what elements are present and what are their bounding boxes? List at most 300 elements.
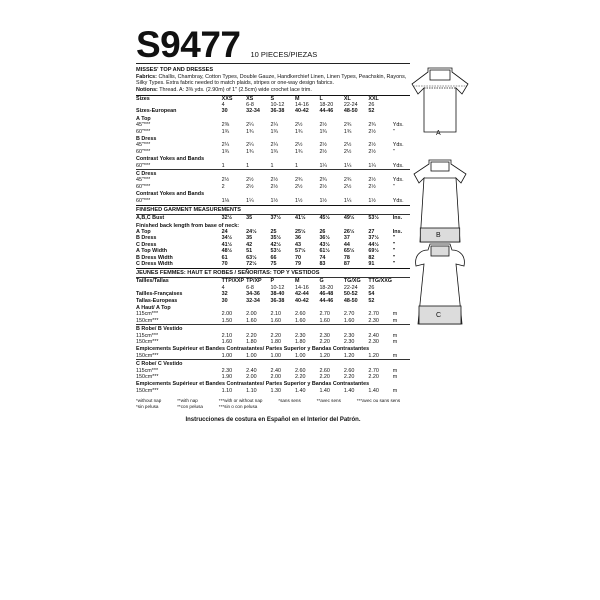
- table-cell: 2½: [294, 183, 303, 190]
- table-cell: 2½: [368, 142, 376, 149]
- table-cell: 38-40: [270, 291, 285, 298]
- row-label: 150cm***: [136, 352, 159, 359]
- table-row: [136, 388, 410, 394]
- table-cell: 1¾: [246, 148, 254, 155]
- table-cell: 37½: [270, 215, 282, 222]
- table-cell: 1.00: [294, 352, 306, 359]
- table-cell: 2¾: [319, 177, 327, 184]
- table-row: [136, 222, 410, 229]
- table-cell: 2.10: [270, 311, 282, 318]
- table-cell: 1.00: [246, 352, 257, 359]
- table-cell: 1⅛: [221, 197, 230, 204]
- table-cell: 10-12: [270, 284, 285, 291]
- row-label: C Dress Width: [136, 260, 173, 267]
- table-row: [136, 380, 410, 387]
- table-cell: 2.70: [368, 367, 379, 374]
- table-cell: 1¾: [294, 128, 303, 135]
- table-cell: 2.20: [319, 339, 330, 346]
- table-row: [136, 155, 410, 162]
- row-label: 150cm***: [136, 317, 159, 324]
- table-cell: 2: [221, 183, 225, 190]
- unit-cell: Ins.: [392, 228, 403, 235]
- unit-cell: Yds.: [392, 142, 404, 149]
- table-cell: 2½: [246, 177, 254, 184]
- table-cell: 2¼: [246, 142, 254, 149]
- table-cell: 75: [270, 260, 277, 267]
- table-row: [136, 198, 410, 204]
- table-cell: 25: [270, 228, 277, 235]
- table-cell: 1¼: [343, 197, 352, 204]
- table-cell: 2.30: [221, 367, 233, 374]
- pattern-number: S9477: [136, 24, 241, 65]
- finished-measurements-table: [136, 215, 410, 267]
- figure-label-a: A: [436, 130, 441, 137]
- table-cell: 32½: [221, 215, 233, 222]
- garment-illustrations: [400, 60, 480, 330]
- table-cell: M: [294, 278, 300, 285]
- table-cell: 2.10: [221, 332, 233, 339]
- table-row: [136, 95, 410, 102]
- table-cell: 10-12: [270, 102, 285, 109]
- table-cell: 6-8: [246, 102, 254, 109]
- row-label: 45"***: [136, 142, 151, 149]
- table-cell: 2¾: [343, 177, 352, 184]
- table-cell: TG/XG: [343, 278, 361, 285]
- row-label: 150cm***: [136, 387, 159, 394]
- table-cell: 18-20: [319, 284, 334, 291]
- footnote: *sin pelusa: [136, 403, 159, 409]
- table-cell: 26½: [343, 228, 355, 235]
- table-row: [136, 345, 410, 352]
- spanish-instructions-note: Instrucciones de costura en Español en el Interior del Patrón.: [185, 417, 361, 424]
- table-cell: 1: [221, 162, 225, 169]
- notions-label: Notions:: [136, 87, 158, 94]
- table-cell: 1¼: [246, 197, 254, 204]
- table-cell: 1.80: [246, 339, 257, 346]
- pattern-envelope-back: [136, 24, 410, 424]
- unit-cell: Yds.: [392, 122, 404, 129]
- table-cell: 34½: [221, 235, 233, 242]
- unit-cell: m: [392, 339, 398, 346]
- table-cell: 2.20: [270, 332, 282, 339]
- table-cell: L: [319, 95, 343, 102]
- table-cell: S: [271, 95, 295, 102]
- table-cell: 2.20: [368, 374, 379, 381]
- table-cell: 44-46: [319, 297, 334, 304]
- row-label: 150cm***: [136, 339, 159, 346]
- table-cell: 2.00: [246, 374, 257, 381]
- table-cell: 4: [221, 284, 225, 291]
- table-cell: 1¾: [294, 148, 303, 155]
- unit-cell: Yds.: [392, 197, 404, 204]
- table-cell: 1.20: [343, 352, 355, 359]
- table-cell: 2.30: [368, 317, 379, 324]
- table-cell: 18-20: [319, 102, 334, 109]
- section-label: Contrast Yokes and Bands: [136, 156, 205, 163]
- table-cell: 1.30: [270, 387, 282, 394]
- table-cell: 63½: [246, 254, 257, 261]
- table-cell: 2¼: [270, 142, 279, 149]
- footnote: **with nap: [177, 398, 198, 404]
- table-cell: 91: [368, 260, 375, 267]
- table-cell: 2½: [294, 122, 303, 129]
- table-cell: 57½: [294, 248, 306, 255]
- section-label: Contrast Yokes and Bands: [136, 191, 205, 198]
- table-cell: 42-44: [294, 291, 309, 298]
- table-cell: 74: [319, 254, 326, 261]
- section-label: B Robe/ B Vestido: [136, 325, 410, 333]
- table-cell: 48½: [221, 248, 233, 255]
- table-cell: 2.20: [319, 374, 330, 381]
- title-english: MISSES' TOP AND DRESSES: [136, 67, 214, 73]
- metric-yardage-table: [136, 278, 410, 394]
- table-cell: 1.40: [368, 387, 379, 394]
- table-cell: 51: [246, 248, 253, 255]
- table-row: [136, 353, 410, 360]
- table-cell: 48-50: [343, 297, 358, 304]
- table-cell: G: [319, 278, 324, 285]
- row-label: Sizes-European: [136, 108, 177, 115]
- section-label: C Dress: [136, 170, 410, 178]
- table-cell: 1.20: [368, 352, 379, 359]
- table-cell: 40-42: [294, 297, 309, 304]
- table-cell: 1.60: [319, 317, 330, 324]
- footnote: [317, 404, 351, 409]
- table-row: [136, 163, 410, 170]
- row-label: 45"***: [136, 177, 151, 184]
- table-cell: 1.60: [343, 317, 355, 324]
- table-cell: 2½: [319, 122, 327, 129]
- row-label: 60"***: [136, 197, 151, 204]
- table-cell: TP/XP: [246, 278, 262, 285]
- footnote: ***avec ou sans sens: [356, 398, 401, 404]
- table-cell: 1.40: [294, 387, 306, 394]
- row-label: C Dress: [136, 241, 157, 248]
- table-cell: 61: [221, 254, 228, 261]
- table-row: [136, 360, 410, 368]
- table-cell: 2½: [343, 142, 352, 149]
- footnote: **avec sens: [316, 398, 341, 404]
- table-cell: 1¾: [270, 128, 279, 135]
- table-cell: 37½: [368, 235, 379, 242]
- table-cell: 22-24: [343, 102, 358, 109]
- table-cell: 1½: [294, 197, 303, 204]
- table-cell: 1.60: [294, 317, 306, 324]
- table-cell: 36-38: [270, 108, 285, 115]
- unit-cell: Ins.: [392, 215, 403, 222]
- unit-cell: ": [392, 241, 396, 248]
- table-cell: 2.60: [343, 367, 355, 374]
- table-cell: 2.60: [294, 311, 306, 318]
- section-label: B Dress: [136, 136, 157, 143]
- table-cell: 2¼: [246, 122, 254, 129]
- table-cell: 30: [221, 108, 228, 115]
- table-cell: 1.10: [246, 387, 257, 394]
- table-cell: 82: [368, 254, 375, 261]
- table-cell: 44-46: [319, 108, 334, 115]
- table-cell: 2½: [343, 148, 352, 155]
- table-cell: 43: [294, 241, 301, 248]
- table-cell: 2½: [319, 148, 327, 155]
- table-cell: 44: [343, 241, 350, 248]
- table-cell: 1¼: [319, 162, 327, 169]
- view-a-top-illustration: [412, 68, 468, 132]
- table-cell: 2¼: [270, 122, 279, 129]
- table-cell: 44½: [368, 241, 379, 248]
- table-cell: 34-36: [246, 291, 260, 298]
- table-cell: 2½: [368, 128, 376, 135]
- table-cell: 35: [246, 235, 253, 242]
- table-cell: 1½: [270, 197, 279, 204]
- table-cell: 35½: [270, 235, 282, 242]
- footnote: *without nap: [136, 398, 162, 404]
- table-cell: 83: [319, 260, 326, 267]
- table-cell: 1¾: [319, 128, 327, 135]
- unit-cell: ": [392, 183, 395, 190]
- table-cell: 2¾: [368, 122, 376, 129]
- unit-cell: ": [392, 260, 396, 267]
- table-cell: 4: [221, 102, 225, 109]
- row-label: B Dress: [136, 235, 157, 242]
- table-cell: XXS: [222, 95, 246, 102]
- table-cell: 87: [343, 260, 350, 267]
- table-cell: 78: [343, 254, 350, 261]
- table-cell: 32: [221, 291, 228, 298]
- table-cell: 1¼: [343, 162, 352, 169]
- table-cell: 2⅜: [221, 122, 230, 129]
- table-cell: 1.00: [270, 352, 282, 359]
- table-cell: 53½: [270, 248, 282, 255]
- table-cell: 24½: [246, 228, 257, 235]
- table-row: [136, 325, 410, 333]
- table-cell: 1.80: [294, 339, 306, 346]
- finished-measurements-title: FINISHED GARMENT MEASUREMENTS: [136, 205, 410, 215]
- table-cell: 2½: [294, 142, 303, 149]
- table-cell: 54: [368, 291, 375, 298]
- table-row: [136, 190, 410, 197]
- table-cell: 1¾: [221, 148, 230, 155]
- row-label: Tallas-Europeas: [136, 297, 178, 304]
- english-yardage-table: [136, 95, 410, 205]
- table-cell: 26: [368, 102, 375, 109]
- table-cell: 72½: [246, 260, 257, 267]
- table-row: [136, 304, 410, 311]
- row-label: 60"***: [136, 128, 151, 135]
- table-cell: 6-8: [246, 284, 254, 291]
- row-label: A,B,C Bust: [136, 215, 165, 222]
- table-row: [136, 318, 410, 325]
- table-cell: 2.20: [294, 374, 306, 381]
- piece-count: 10 PIECES/PIEZAS: [250, 50, 318, 59]
- table-cell: 32-34: [246, 108, 260, 115]
- table-cell: 1.20: [319, 352, 330, 359]
- table-cell: 1.50: [221, 317, 233, 324]
- unit-cell: m: [392, 317, 398, 324]
- section-label: C Robe/ C Vestido: [136, 360, 410, 368]
- unit-cell: ": [392, 128, 395, 135]
- table-cell: 2¼: [221, 142, 230, 149]
- table-cell: 45½: [319, 215, 330, 222]
- row-label: 60"***: [136, 162, 151, 169]
- row-label: B Dress Width: [136, 254, 173, 261]
- table-cell: 1: [270, 162, 274, 169]
- table-row: [136, 115, 410, 122]
- table-cell: 46-48: [319, 291, 334, 298]
- table-cell: 52: [368, 108, 375, 115]
- section-label: A Top: [136, 115, 151, 122]
- table-cell: 36-38: [270, 297, 285, 304]
- unit-cell: ": [392, 248, 396, 255]
- table-cell: 52: [368, 297, 375, 304]
- table-cell: 35: [246, 215, 253, 222]
- header: [136, 24, 410, 65]
- footnote: *sans sens: [278, 398, 301, 404]
- table-cell: 1.80: [270, 339, 282, 346]
- table-cell: 2.30: [343, 332, 355, 339]
- table-cell: 41½: [294, 215, 306, 222]
- table-cell: 65½: [343, 248, 355, 255]
- table-cell: 32-34: [246, 297, 260, 304]
- row-label: 115cm***: [136, 311, 159, 318]
- table-cell: 2.60: [319, 367, 330, 374]
- table-cell: 2½: [246, 183, 254, 190]
- table-cell: 2½: [270, 177, 279, 184]
- notions-paragraph: [136, 87, 410, 93]
- table-cell: 14-16: [294, 102, 309, 109]
- table-row: [136, 298, 410, 304]
- table-cell: 22-24: [343, 284, 358, 291]
- table-cell: 2½: [221, 177, 230, 184]
- table-cell: 24: [221, 228, 228, 235]
- table-cell: 26: [319, 228, 326, 235]
- unit-cell: m: [392, 332, 398, 339]
- unit-cell: ": [392, 254, 396, 261]
- table-cell: 1.40: [319, 387, 330, 394]
- table-cell: 42: [246, 241, 253, 248]
- table-cell: 2.40: [270, 367, 282, 374]
- table-cell: 49½: [343, 215, 355, 222]
- table-cell: 48-50: [343, 108, 358, 115]
- table-cell: 2.70: [343, 311, 355, 318]
- unit-cell: m: [392, 352, 398, 359]
- table-cell: 2½: [343, 183, 352, 190]
- table-cell: 1.60: [221, 339, 233, 346]
- unit-cell: m: [392, 311, 398, 318]
- row-label: 150cm***: [136, 374, 159, 381]
- unit-cell: Yds.: [392, 162, 404, 169]
- table-cell: 1.40: [343, 387, 355, 394]
- table-cell: 1¾: [246, 128, 254, 135]
- table-cell: 1¾: [343, 128, 352, 135]
- table-cell: 2.30: [294, 332, 306, 339]
- table-cell: 36½: [319, 235, 330, 242]
- table-cell: 25½: [294, 228, 306, 235]
- notions-text: Thread. A: 3⅜ yds. (2.90m) of 1" (2.5cm) wide crochet lace trim.: [159, 87, 312, 94]
- unit-cell: ": [392, 148, 395, 155]
- unit-cell: ": [392, 235, 396, 242]
- table-cell: 42½: [270, 241, 282, 248]
- section-label: Empìcements Supérieur et Bandes Contrastantes/ Partes Superior y Bandas Contrastantes: [136, 381, 370, 388]
- table-cell: 2.70: [319, 311, 330, 318]
- footnote: [278, 404, 310, 409]
- row-label: 45"***: [136, 122, 151, 129]
- table-cell: 2.30: [319, 332, 330, 339]
- row-label: 60"***: [136, 183, 151, 190]
- table-cell: 2.20: [343, 374, 355, 381]
- row-label: 115cm***: [136, 367, 159, 374]
- table-cell: 2.30: [368, 339, 379, 346]
- fabrics-paragraph: [136, 74, 410, 86]
- table-cell: XS: [246, 95, 270, 102]
- unit-cell: m: [392, 374, 398, 381]
- table-cell: 70: [221, 260, 228, 267]
- table-cell: 40-42: [294, 108, 309, 115]
- table-cell: 2½: [319, 142, 327, 149]
- figure-label-c: C: [436, 312, 442, 319]
- footnote: ***with or without nap: [218, 398, 263, 404]
- table-cell: 69½: [368, 248, 379, 255]
- table-cell: XXL: [368, 95, 392, 102]
- table-cell: 1¼: [368, 162, 376, 169]
- fabrics-text: Challis, Chambray, Cotton Types, Double Gauze, Handkerchief Linen, Linen Types, Peachskin, Rayons, Silky Types. Extra fabric needed to match plaids, stripes or one-way design fabrics.: [136, 74, 407, 87]
- table-cell: 2½: [368, 183, 376, 190]
- table-cell: 37: [343, 235, 350, 242]
- table-cell: 1: [294, 162, 298, 169]
- table-cell: 66: [270, 254, 277, 261]
- table-cell: 2.40: [246, 367, 257, 374]
- row-label: Sizes: [136, 95, 222, 102]
- row-label: Tailles/Tallas: [136, 278, 169, 285]
- table-cell: 14-16: [294, 284, 309, 291]
- view-b-dress-illustration: [414, 160, 466, 242]
- table-cell: P: [270, 278, 275, 285]
- table-cell: 2½: [368, 148, 376, 155]
- table-cell: 53½: [368, 215, 379, 222]
- footnote: **con pelusa: [177, 403, 203, 409]
- table-cell: XL: [344, 95, 368, 102]
- table-cell: 2¾: [343, 122, 352, 129]
- table-cell: 2½: [368, 177, 376, 184]
- table-cell: 1¾: [270, 148, 279, 155]
- row-label: Tailles-Françaises: [136, 291, 183, 298]
- table-cell: 41½: [221, 241, 233, 248]
- table-cell: TTG/XXG: [368, 278, 393, 285]
- table-row: [136, 261, 410, 267]
- table-cell: 2.60: [294, 367, 306, 374]
- table-cell: 43½: [319, 241, 330, 248]
- table-cell: 1.00: [221, 352, 233, 359]
- table-cell: 1½: [319, 197, 327, 204]
- table-cell: 1¾: [221, 128, 230, 135]
- table-cell: 2½: [270, 183, 279, 190]
- table-cell: 2.70: [368, 311, 379, 318]
- table-cell: 30: [221, 297, 228, 304]
- section-label: Empìcements Supérieur et Bandes Contrastantes/ Partes Superior y Bandas Contrastantes: [136, 346, 370, 353]
- table-row: [136, 291, 410, 297]
- table-cell: 1½: [368, 197, 376, 204]
- table-cell: 79: [294, 260, 301, 267]
- unit-cell: m: [392, 367, 398, 374]
- unit-cell: m: [392, 387, 398, 394]
- table-cell: 1.60: [246, 317, 257, 324]
- table-cell: 36: [294, 235, 301, 242]
- fabrics-label: Fabrics:: [136, 74, 157, 80]
- table-cell: 2.00: [270, 374, 282, 381]
- section-label: A Haut/ A Top: [136, 304, 171, 311]
- table-cell: 70: [294, 254, 301, 261]
- table-cell: 1.90: [221, 374, 233, 381]
- title-french-spanish: JEUNES FEMMES: HAUT ET ROBES / SEÑORITAS: TOP Y VESTIDOS: [136, 268, 410, 278]
